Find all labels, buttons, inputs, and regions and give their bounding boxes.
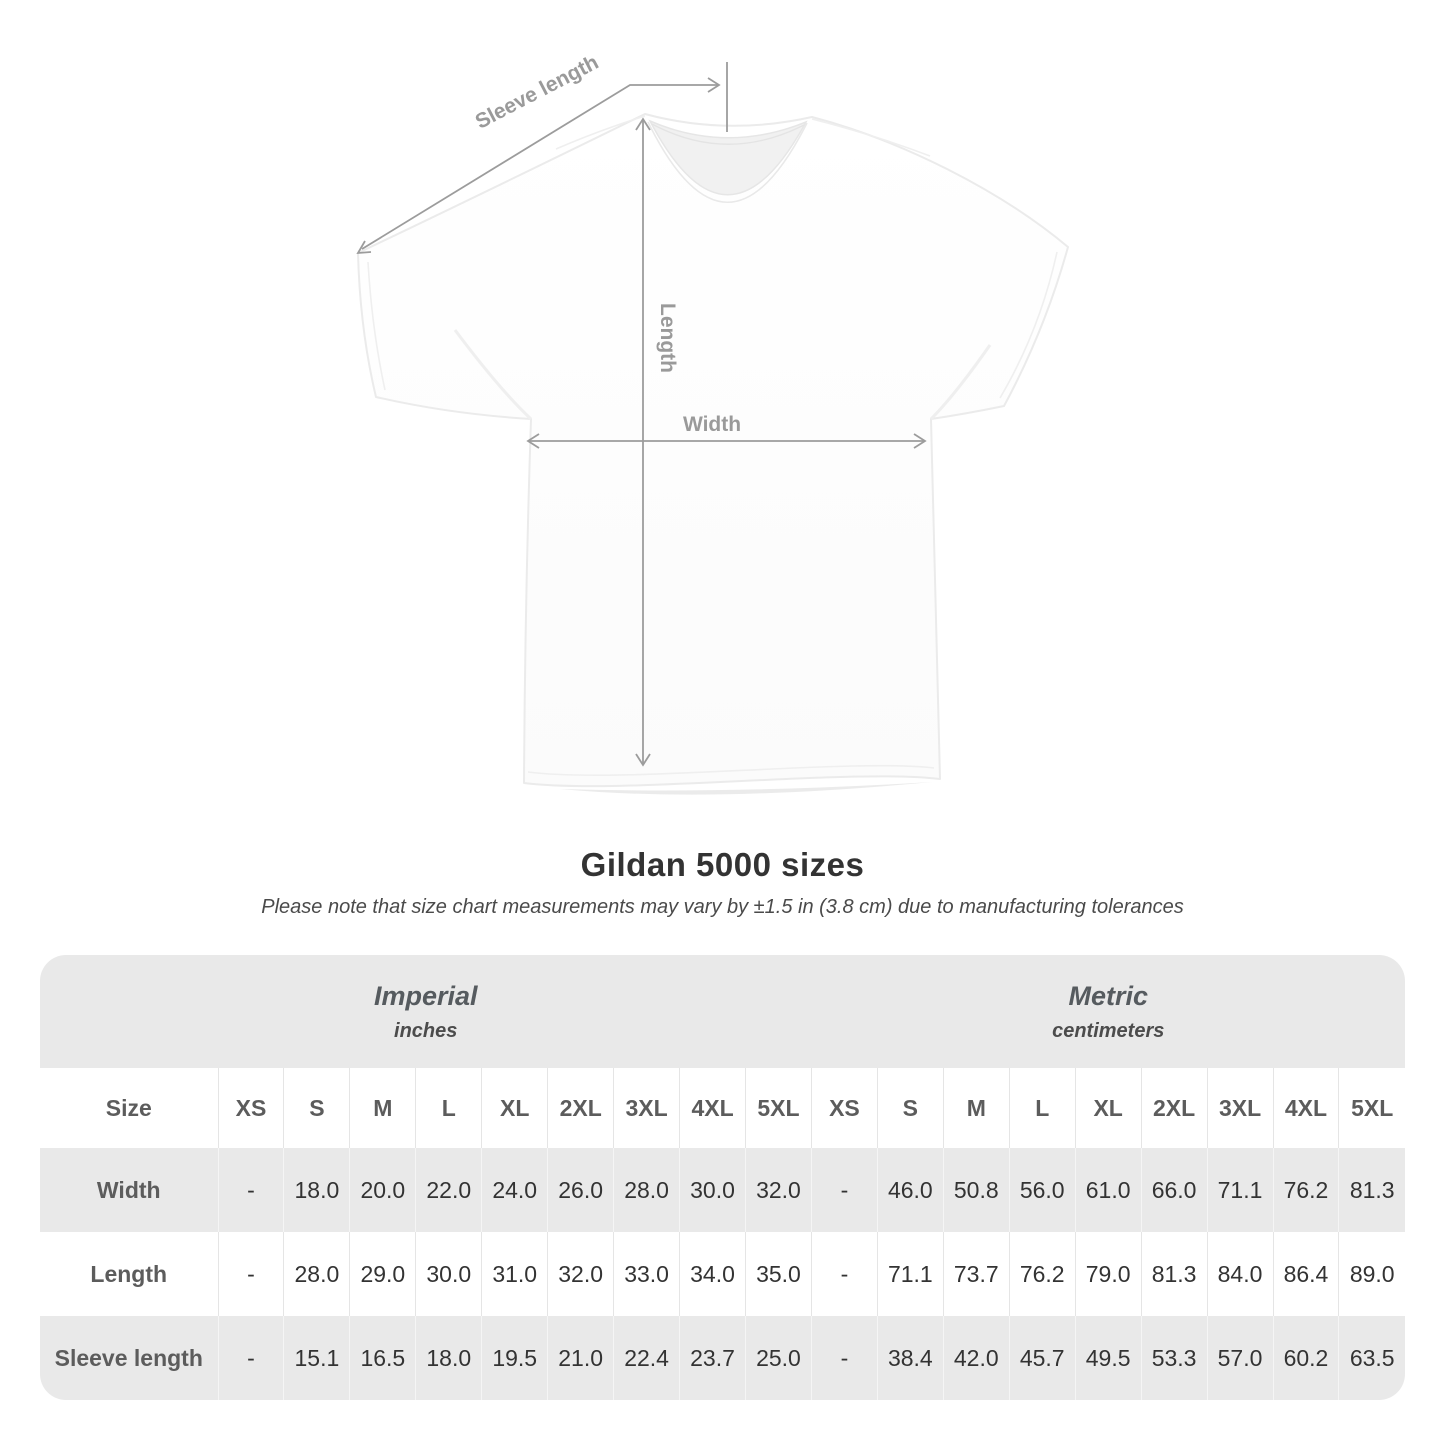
value-cell: 30.0 bbox=[680, 1148, 746, 1232]
value-cell: 19.5 bbox=[482, 1316, 548, 1400]
value-cell: 21.0 bbox=[548, 1316, 614, 1400]
size-col-header: XL bbox=[482, 1068, 548, 1148]
value-cell: 89.0 bbox=[1339, 1232, 1405, 1316]
page-title: Gildan 5000 sizes bbox=[580, 846, 865, 883]
size-col-header: 3XL bbox=[614, 1068, 680, 1148]
table-row-width bbox=[40, 1148, 1405, 1232]
value-cell: 46.0 bbox=[877, 1148, 943, 1232]
size-col-header: XL bbox=[1075, 1068, 1141, 1148]
size-col-header: S bbox=[284, 1068, 350, 1148]
value-cell: 22.0 bbox=[416, 1148, 482, 1232]
value-cell: 61.0 bbox=[1075, 1148, 1141, 1232]
value-cell: 50.8 bbox=[943, 1148, 1009, 1232]
size-col-header: S bbox=[877, 1068, 943, 1148]
value-cell: 34.0 bbox=[680, 1232, 746, 1316]
value-cell: - bbox=[218, 1232, 284, 1316]
value-cell: 81.3 bbox=[1141, 1232, 1207, 1316]
size-table bbox=[40, 955, 1405, 1400]
value-cell: 42.0 bbox=[943, 1316, 1009, 1400]
width-label: Width bbox=[682, 413, 742, 436]
group-header-metric bbox=[811, 955, 1405, 1068]
size-col-header: M bbox=[943, 1068, 1009, 1148]
value-cell: 28.0 bbox=[284, 1232, 350, 1316]
value-cell: 56.0 bbox=[1009, 1148, 1075, 1232]
value-cell: - bbox=[218, 1148, 284, 1232]
value-cell: 25.0 bbox=[746, 1316, 812, 1400]
value-cell: 81.3 bbox=[1339, 1148, 1405, 1232]
value-cell: 18.0 bbox=[284, 1148, 350, 1232]
value-cell: - bbox=[811, 1316, 877, 1400]
value-cell: 30.0 bbox=[416, 1232, 482, 1316]
value-cell: 32.0 bbox=[548, 1232, 614, 1316]
size-col-header: 2XL bbox=[1141, 1068, 1207, 1148]
size-col-header: 4XL bbox=[1273, 1068, 1339, 1148]
value-cell: 60.2 bbox=[1273, 1316, 1339, 1400]
value-cell: 16.5 bbox=[350, 1316, 416, 1400]
size-col-header: M bbox=[350, 1068, 416, 1148]
value-cell: 18.0 bbox=[416, 1316, 482, 1400]
row-label: Width bbox=[40, 1148, 218, 1232]
size-col-header: L bbox=[416, 1068, 482, 1148]
value-cell: 29.0 bbox=[350, 1232, 416, 1316]
value-cell: 57.0 bbox=[1207, 1316, 1273, 1400]
value-cell: 22.4 bbox=[614, 1316, 680, 1400]
value-cell: 73.7 bbox=[943, 1232, 1009, 1316]
value-cell: 31.0 bbox=[482, 1232, 548, 1316]
value-cell: 84.0 bbox=[1207, 1232, 1273, 1316]
size-col-header: L bbox=[1009, 1068, 1075, 1148]
page-subtitle: Please note that size chart measurements may vary by ±1.5 in (3.8 cm) due to manufacturing tolerances bbox=[261, 896, 1184, 918]
imperial-unit-label: inches bbox=[394, 1019, 458, 1042]
value-cell: - bbox=[218, 1316, 284, 1400]
size-col-header: 2XL bbox=[548, 1068, 614, 1148]
group-header-imperial bbox=[40, 955, 811, 1068]
size-col-header: 3XL bbox=[1207, 1068, 1273, 1148]
value-cell: 24.0 bbox=[482, 1148, 548, 1232]
imperial-label: Imperial bbox=[373, 980, 478, 1011]
value-cell: 71.1 bbox=[877, 1232, 943, 1316]
value-cell: 20.0 bbox=[350, 1148, 416, 1232]
metric-unit-label: centimeters bbox=[1052, 1019, 1165, 1042]
value-cell: 71.1 bbox=[1207, 1148, 1273, 1232]
value-cell: 79.0 bbox=[1075, 1232, 1141, 1316]
value-cell: - bbox=[811, 1232, 877, 1316]
size-col-header: XS bbox=[811, 1068, 877, 1148]
row-label: Sleeve length bbox=[40, 1316, 218, 1400]
value-cell: 15.1 bbox=[284, 1316, 350, 1400]
size-col-header: 5XL bbox=[746, 1068, 812, 1148]
value-cell: 63.5 bbox=[1339, 1316, 1405, 1400]
row-label: Length bbox=[40, 1232, 218, 1316]
size-col-header: 5XL bbox=[1339, 1068, 1405, 1148]
length-label: Length bbox=[656, 303, 679, 373]
value-cell: 53.3 bbox=[1141, 1316, 1207, 1400]
value-cell: 49.5 bbox=[1075, 1316, 1141, 1400]
size-col-header: XS bbox=[218, 1068, 284, 1148]
metric-label: Metric bbox=[1068, 980, 1148, 1011]
value-cell: 28.0 bbox=[614, 1148, 680, 1232]
value-cell: 86.4 bbox=[1273, 1232, 1339, 1316]
table-row-sleeve-length bbox=[40, 1316, 1405, 1400]
value-cell: 76.2 bbox=[1009, 1232, 1075, 1316]
size-col-header: 4XL bbox=[680, 1068, 746, 1148]
value-cell: 26.0 bbox=[548, 1148, 614, 1232]
value-cell: 23.7 bbox=[680, 1316, 746, 1400]
value-cell: 33.0 bbox=[614, 1232, 680, 1316]
table-row-length bbox=[40, 1232, 1405, 1316]
value-cell: - bbox=[811, 1148, 877, 1232]
value-cell: 76.2 bbox=[1273, 1148, 1339, 1232]
value-cell: 35.0 bbox=[746, 1232, 812, 1316]
value-cell: 32.0 bbox=[746, 1148, 812, 1232]
value-cell: 66.0 bbox=[1141, 1148, 1207, 1232]
value-cell: 45.7 bbox=[1009, 1316, 1075, 1400]
value-cell: 38.4 bbox=[877, 1316, 943, 1400]
sleeve-length-label: Sleeve length bbox=[471, 50, 603, 134]
size-column-header: Size bbox=[40, 1068, 218, 1148]
shirt-shape bbox=[358, 114, 1068, 786]
